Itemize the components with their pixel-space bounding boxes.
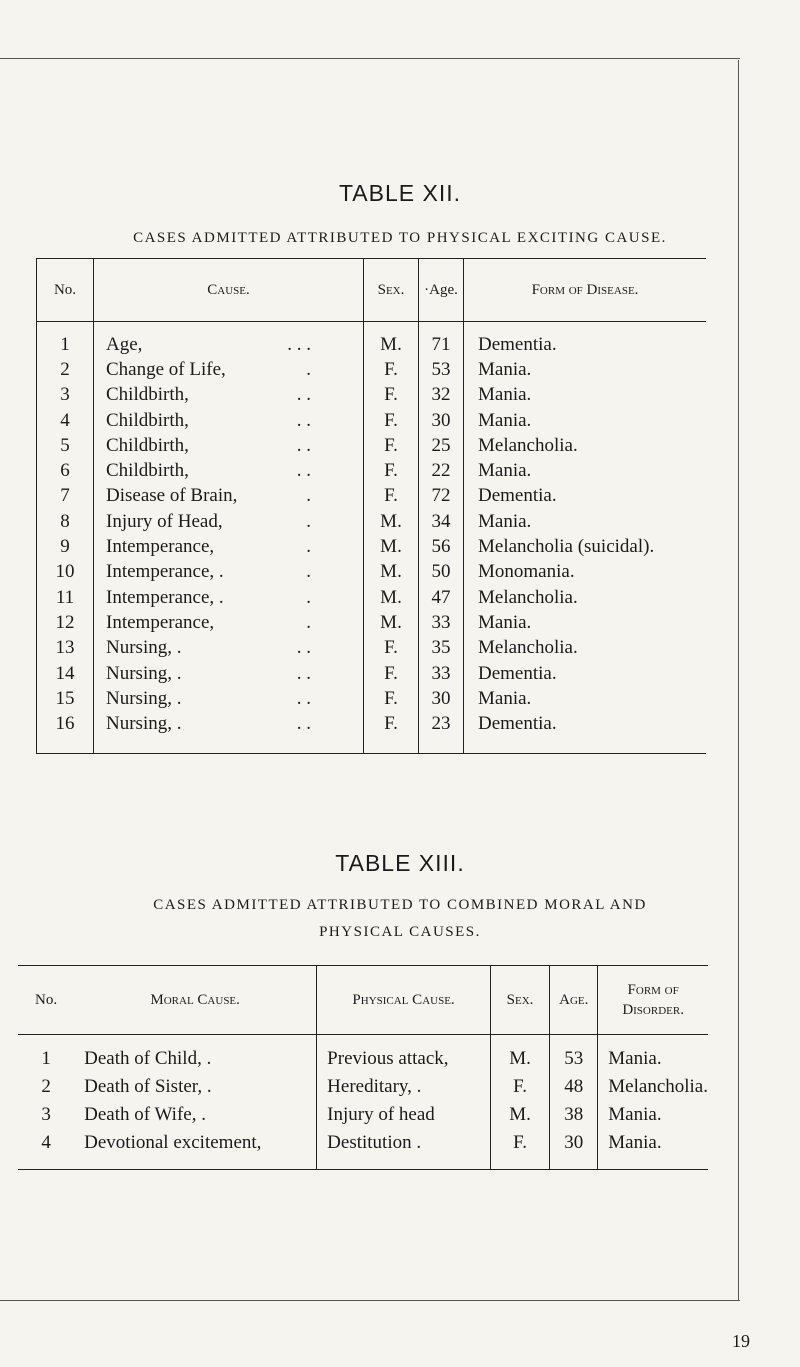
row-cause-cell	[94, 458, 364, 483]
row-sex: F.	[364, 661, 419, 686]
row-age: 30	[550, 1129, 598, 1170]
table-xiii-title: TABLE XIII.	[335, 850, 465, 876]
row-form: Mania.	[478, 611, 532, 633]
row-no: 14	[37, 661, 94, 686]
row-sex: F.	[490, 1073, 549, 1101]
row-form: Dementia.	[478, 333, 557, 355]
row-cause-leader: . .	[296, 460, 311, 482]
table-xiii-subtitle-line1: CASES ADMITTED ATTRIBUTED TO COMBINED MORAL AND	[153, 897, 647, 913]
page-number: 19	[732, 1331, 750, 1351]
row-physical-cause: Destitution .	[317, 1129, 491, 1170]
row-no: 16	[37, 711, 94, 753]
row-cause-cell	[94, 433, 364, 458]
scan-border-top	[0, 58, 740, 59]
row-age: 47	[419, 585, 464, 610]
row-cause-cell	[94, 636, 364, 661]
table-xii	[36, 258, 706, 754]
table-row	[37, 585, 707, 610]
table-xiii-body	[18, 1035, 708, 1170]
row-cause-leader: . .	[296, 713, 311, 735]
row-cause-cell	[94, 534, 364, 559]
row-cause: Nursing, .	[106, 687, 182, 709]
row-sex: F.	[364, 711, 419, 753]
table-row	[37, 636, 707, 661]
row-sex: F.	[364, 408, 419, 433]
row-form: Mania.	[598, 1035, 708, 1074]
row-form: Dementia.	[478, 662, 557, 684]
row-age: 56	[419, 534, 464, 559]
row-age: 22	[419, 458, 464, 483]
row-cause: Intemperance,	[106, 536, 215, 558]
row-cause-leader: .	[306, 536, 311, 558]
row-physical-cause: Injury of head	[317, 1101, 491, 1129]
table-header-row	[37, 259, 707, 322]
row-sex: M.	[364, 610, 419, 635]
row-form: Melancholia.	[478, 434, 578, 456]
row-cause: Childbirth,	[106, 409, 189, 431]
row-physical-cause: Previous attack,	[317, 1035, 491, 1074]
row-cause: Age,	[106, 333, 143, 355]
table-xii-subtitle: CASES ADMITTED ATTRIBUTED TO PHYSICAL EXCITING CAUSE.	[133, 230, 667, 246]
header-age: Age.	[550, 966, 598, 1035]
table-row	[18, 1101, 708, 1129]
row-cause-cell	[94, 509, 364, 534]
row-cause: Intemperance,	[106, 611, 215, 633]
row-age: 25	[419, 433, 464, 458]
header-cause: Cause.	[94, 259, 364, 322]
table-row	[37, 484, 707, 509]
row-no: 3	[41, 1104, 51, 1125]
table-row	[37, 383, 707, 408]
row-cause-cell	[94, 322, 364, 358]
table-row	[37, 408, 707, 433]
row-sex: F.	[364, 686, 419, 711]
table-row	[37, 661, 707, 686]
row-cause-leader: . .	[296, 637, 311, 659]
row-moral-cause: Devotional excitement,	[84, 1132, 262, 1153]
row-sex: F.	[364, 433, 419, 458]
row-sex: M.	[364, 560, 419, 585]
table-xiii-subtitle-line2: PHYSICAL CAUSES.	[319, 924, 481, 940]
row-cause-leader: . . .	[287, 333, 311, 355]
row-no: 13	[37, 636, 94, 661]
row-cause-leader: . .	[296, 409, 311, 431]
row-cause-cell	[94, 585, 364, 610]
row-form: Mania.	[478, 687, 532, 709]
row-age: 38	[550, 1101, 598, 1129]
table-row	[37, 686, 707, 711]
row-no: 12	[37, 610, 94, 635]
row-age: 30	[419, 686, 464, 711]
row-cause-cell	[94, 560, 364, 585]
table-row	[18, 1073, 708, 1101]
table-row	[37, 322, 707, 358]
row-form: Mania.	[478, 409, 532, 431]
row-form: Mania.	[478, 510, 532, 532]
row-no: 2	[37, 357, 94, 382]
row-sex: M.	[364, 509, 419, 534]
row-cause: Injury of Head,	[106, 510, 223, 532]
row-cause: Nursing, .	[106, 637, 182, 659]
header-form: Form of Disorder.	[598, 966, 708, 1035]
row-cause-leader: .	[306, 586, 311, 608]
table-row	[37, 458, 707, 483]
row-age: 48	[550, 1073, 598, 1101]
row-cause-cell	[94, 357, 364, 382]
row-cause: Childbirth,	[106, 384, 189, 406]
row-age: 34	[419, 509, 464, 534]
row-cause-cell	[94, 661, 364, 686]
row-cause-cell	[94, 484, 364, 509]
row-age: 50	[419, 560, 464, 585]
row-no: 4	[37, 408, 94, 433]
row-cause-leader: .	[306, 611, 311, 633]
row-sex: M.	[364, 585, 419, 610]
table-row	[37, 610, 707, 635]
row-sex: F.	[490, 1129, 549, 1170]
row-sex: F.	[364, 383, 419, 408]
row-no: 1	[41, 1048, 51, 1069]
row-no: 6	[37, 458, 94, 483]
row-no: 5	[37, 433, 94, 458]
row-form: Mania.	[478, 460, 532, 482]
row-cause-leader: .	[306, 510, 311, 532]
row-age: 71	[419, 322, 464, 358]
scan-border-bottom	[0, 1300, 740, 1301]
row-cause-leader: . .	[296, 662, 311, 684]
header-no: No.	[18, 966, 74, 1035]
row-form: Melancholia.	[478, 637, 578, 659]
row-no: 10	[37, 560, 94, 585]
row-age: 30	[419, 408, 464, 433]
row-sex: M.	[364, 534, 419, 559]
table-row	[18, 1129, 708, 1170]
row-no: 11	[37, 585, 94, 610]
row-form: Mania.	[598, 1101, 708, 1129]
row-sex: M.	[490, 1035, 549, 1074]
row-no: 8	[37, 509, 94, 534]
row-cause: Childbirth,	[106, 434, 189, 456]
row-cause: Nursing, .	[106, 662, 182, 684]
row-no: 2	[41, 1076, 51, 1097]
header-physical-cause: Physical Cause.	[317, 966, 491, 1035]
header-form: Form of Disease.	[464, 259, 707, 322]
row-moral-cause: Death of Child, .	[84, 1048, 212, 1069]
row-sex: F.	[364, 357, 419, 382]
row-sex: F.	[364, 484, 419, 509]
row-cause-leader: .	[306, 561, 311, 583]
header-sex: Sex.	[364, 259, 419, 322]
row-moral-cause: Death of Sister, .	[84, 1076, 212, 1097]
row-age: 53	[550, 1035, 598, 1074]
row-cause-leader: . .	[296, 384, 311, 406]
table-xiii	[18, 965, 708, 1170]
row-form: Melancholia.	[598, 1073, 708, 1101]
table-xii-title: TABLE XII.	[338, 180, 462, 206]
table-xii-body	[37, 322, 707, 754]
header-moral-cause: Moral Cause.	[74, 966, 317, 1035]
row-no: 4	[41, 1132, 51, 1153]
row-cause-cell	[94, 686, 364, 711]
row-no: 9	[37, 534, 94, 559]
row-cause-leader: . .	[296, 434, 311, 456]
row-age: 23	[419, 711, 464, 753]
table-row	[37, 433, 707, 458]
row-age: 33	[419, 610, 464, 635]
row-cause: Nursing, .	[106, 713, 182, 735]
row-physical-cause: Hereditary, .	[317, 1073, 491, 1101]
row-no: 7	[37, 484, 94, 509]
row-cause: Intemperance, .	[106, 561, 224, 583]
table-row	[37, 534, 707, 559]
row-age: 33	[419, 661, 464, 686]
row-sex: F.	[364, 636, 419, 661]
table-row	[18, 1035, 708, 1074]
table-row	[37, 357, 707, 382]
row-form: Mania.	[478, 384, 532, 406]
header-sex: Sex.	[490, 966, 549, 1035]
row-no: 15	[37, 686, 94, 711]
row-no: 1	[37, 322, 94, 358]
row-cause-leader: . .	[296, 687, 311, 709]
row-cause: Childbirth,	[106, 460, 189, 482]
header-no: No.	[37, 259, 94, 322]
table-row	[37, 560, 707, 585]
table-header-row	[18, 966, 708, 1035]
row-age: 72	[419, 484, 464, 509]
row-form: Melancholia (suicidal).	[478, 536, 655, 558]
row-age: 32	[419, 383, 464, 408]
row-sex: F.	[364, 458, 419, 483]
row-sex: M.	[490, 1101, 549, 1129]
row-cause-cell	[94, 383, 364, 408]
row-moral-cause: Death of Wife, .	[84, 1104, 206, 1125]
header-age: ·Age.	[419, 259, 464, 322]
row-form: Mania.	[478, 358, 532, 380]
row-cause-cell	[94, 711, 364, 753]
table-row	[37, 509, 707, 534]
row-no: 3	[37, 383, 94, 408]
row-cause: Change of Life,	[106, 358, 226, 380]
row-age: 53	[419, 357, 464, 382]
row-cause-leader: .	[306, 358, 311, 380]
row-form: Mania.	[598, 1129, 708, 1170]
row-cause-cell	[94, 408, 364, 433]
row-cause: Disease of Brain,	[106, 485, 238, 507]
table-row	[37, 711, 707, 753]
row-form: Dementia.	[478, 485, 557, 507]
row-form: Monomania.	[478, 561, 575, 583]
row-form: Dementia.	[478, 713, 557, 735]
row-form: Melancholia.	[478, 586, 578, 608]
row-cause: Intemperance, .	[106, 586, 224, 608]
row-sex: M.	[364, 322, 419, 358]
row-age: 35	[419, 636, 464, 661]
row-cause-leader: .	[306, 485, 311, 507]
row-cause-cell	[94, 610, 364, 635]
